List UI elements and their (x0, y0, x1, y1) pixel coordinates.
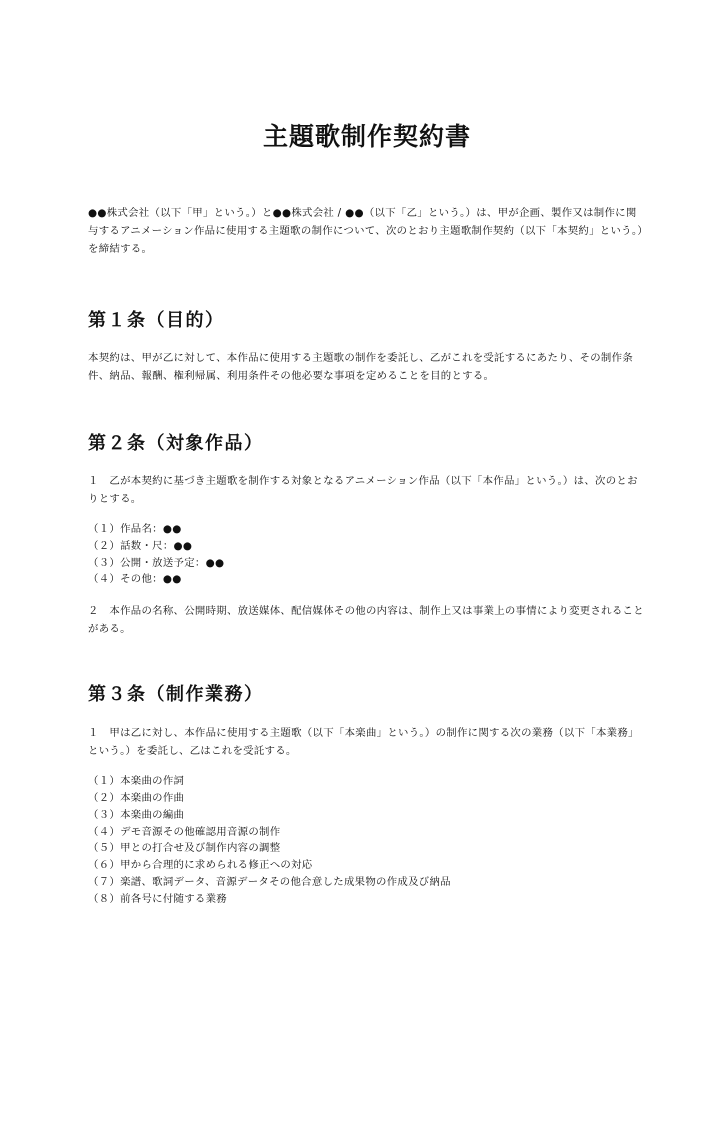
list-item: （３）公開・放送予定：●● (88, 556, 225, 569)
list-item: （１）本楽曲の作詞 (88, 775, 185, 788)
list-item: （４）デモ音源その他確認用音源の制作 (88, 825, 281, 838)
document-title: 主題歌制作契約書 (262, 122, 471, 151)
list-item: （６）甲から合理的に求められる修正への対応 (88, 859, 313, 872)
article-3-item-list (88, 773, 646, 907)
list-item: （２）話数・尺：●● (88, 539, 193, 552)
preamble-paragraph: ●●株式会社（以下「甲」という。）と●●株式会社 / ●●（以下「乙」という。）は、甲が企画、製作又は制作に関与するアニメーション作品に使用する主題歌の制作について、次のとおり主題歌制作契約（以下「本契約」という。）を締結する。 (88, 207, 643, 255)
article-1-heading: 第１条（目的） (88, 310, 225, 331)
list-item: （１）作品名：●● (88, 523, 182, 535)
article-2-heading: 第２条（対象作品） (88, 433, 264, 454)
list-item: （７）楽譜、歌詞データ、音源データその他合意した成果物の作成及び納品 (88, 875, 451, 888)
list-item: （４）その他：●● (88, 573, 182, 586)
article-2-clause-1: １ 乙が本契約に基づき主題歌を制作する対象となるアニメーション作品（以下「本作品」という。）は、次のとおりとする。 (88, 475, 638, 505)
article-2-clause-2: ２ 本作品の名称、公開時期、放送媒体、配信媒体その他の内容は、制作上又は事業上の事情により変更されることがある。 (88, 605, 644, 636)
article-2 (88, 431, 646, 638)
list-item: （８）前各号に付随する業務 (88, 892, 227, 905)
article-1-paragraph: 本契約は、甲が乙に対して、本作品に使用する主題歌の制作を委託し、乙がこれを受託するにあたり、その制作条件、納品、報酬、権利帰属、利用条件その他必要な事項を定めることを目的とする。 (88, 352, 634, 382)
article-3-heading: 第３条（制作業務） (88, 684, 264, 706)
article-1 (88, 308, 646, 385)
list-item: （２）本楽曲の作曲 (88, 791, 185, 804)
article-2-item-list (88, 521, 646, 588)
list-item: （３）本楽曲の編曲 (88, 808, 185, 821)
article-3 (88, 682, 646, 907)
list-item: （５）甲との打合せ及び制作内容の調整 (88, 842, 281, 855)
article-3-clause-1: １ 甲は乙に対し、本作品に使用する主題歌（以下「本楽曲」という。）の制作に関する次の業務（以下「本業務」という。）を委託し、乙はこれを受託する。 (88, 727, 639, 758)
contract-page (0, 120, 724, 1144)
